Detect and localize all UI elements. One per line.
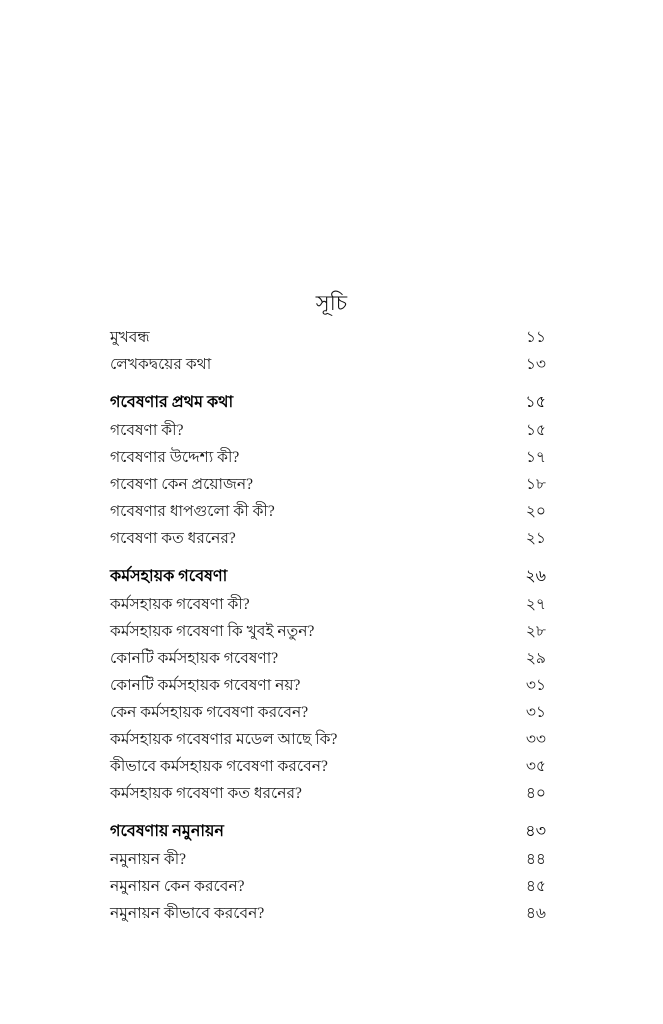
toc-page-number: ২৬ (525, 568, 546, 585)
toc-entry-row[interactable] (110, 448, 546, 475)
toc-entry-row[interactable] (110, 877, 546, 904)
toc-page-number: ৩৫ (525, 758, 546, 775)
toc-entry-row[interactable] (110, 649, 546, 676)
toc-entry-label: নমুনায়ন কীভাবে করবেন? (110, 905, 265, 922)
toc-page-number: ৪০ (525, 785, 546, 802)
toc-entry-label: কর্মসহায়ক গবেষণা কী? (110, 596, 250, 613)
toc-entry-label: কর্মসহায়ক গবেষণার মডেল আছে কি? (110, 731, 338, 748)
toc-entry-row[interactable] (110, 529, 546, 556)
toc-entry-label: কেন কর্মসহায়ক গবেষণা করবেন? (110, 704, 309, 721)
toc-entry-row[interactable] (110, 622, 546, 649)
toc-entry-label: কর্মসহায়ক গবেষণা কত ধরনের? (110, 785, 302, 802)
toc-page-number: ৪৩ (525, 823, 546, 840)
toc-section-row[interactable] (110, 567, 546, 595)
toc-section-label: কর্মসহায়ক গবেষণা (110, 568, 228, 585)
toc-entry-row[interactable] (110, 676, 546, 703)
toc-entry-label: কোনটি কর্মসহায়ক গবেষণা নয়? (110, 677, 301, 694)
toc-page-number: ১১ (525, 329, 546, 346)
toc-section-row[interactable] (110, 393, 546, 421)
toc-page-number: ৩১ (525, 704, 546, 721)
toc-page-number: ২০ (525, 503, 546, 520)
toc-entry-label: কর্মসহায়ক গবেষণা কি খুবই নতুন? (110, 623, 315, 640)
toc-entry-row[interactable] (110, 421, 546, 448)
toc-entry-label: গবেষণা কত ধরনের? (110, 530, 236, 547)
page-title: সূচি (315, 291, 348, 315)
toc-entry-label: মুখবন্ধ (110, 329, 150, 346)
toc-page-number: ১৮ (525, 476, 546, 493)
toc-entry-label: নমুনায়ন কী? (110, 851, 187, 868)
toc-entry-row[interactable] (110, 355, 546, 382)
toc-page-number: ৪৫ (525, 878, 546, 895)
toc-page-number: ১৫ (525, 422, 546, 439)
toc-entry-row[interactable] (110, 502, 546, 529)
toc-page-number: ২৯ (525, 650, 546, 667)
toc-entry-row[interactable] (110, 757, 546, 784)
toc-page-number: ৩১ (525, 677, 546, 694)
toc-page-number: ১৩ (525, 356, 546, 373)
toc-entry-row[interactable] (110, 904, 546, 931)
toc-entry-row[interactable] (110, 850, 546, 877)
toc-section-label: গবেষণার প্রথম কথা (110, 394, 234, 411)
toc-entry-label: গবেষণার ধাপগুলো কী কী? (110, 503, 275, 520)
toc-entry-row[interactable] (110, 475, 546, 502)
toc-page-number: ৩৩ (525, 731, 546, 748)
table-of-contents (110, 328, 546, 931)
toc-page-number: ১৫ (525, 394, 546, 411)
toc-page-number: ২৭ (525, 596, 546, 613)
toc-entry-label: কীভাবে কর্মসহায়ক গবেষণা করবেন? (110, 758, 328, 775)
toc-page-number: ৪৪ (525, 851, 546, 868)
toc-entry-row[interactable] (110, 784, 546, 811)
toc-entry-row[interactable] (110, 703, 546, 730)
toc-entry-label: লেখকদ্বয়ের কথা (110, 356, 212, 373)
toc-entry-row[interactable] (110, 595, 546, 622)
toc-section-row[interactable] (110, 822, 546, 850)
toc-entry-label: গবেষণার উদ্দেশ্য কী? (110, 449, 240, 466)
toc-page-number: ৪৬ (525, 905, 546, 922)
toc-entry-row[interactable] (110, 328, 546, 355)
toc-entry-label: কোনটি কর্মসহায়ক গবেষণা? (110, 650, 279, 667)
toc-page-number: ১৭ (525, 449, 546, 466)
toc-entry-label: গবেষণা কী? (110, 422, 184, 439)
toc-entry-label: নমুনায়ন কেন করবেন? (110, 878, 245, 895)
toc-entry-label: গবেষণা কেন প্রয়োজন? (110, 476, 253, 493)
toc-page-number: ২৮ (525, 623, 546, 640)
toc-section-label: গবেষণায় নমুনায়ন (110, 823, 224, 840)
toc-page-number: ২১ (525, 530, 546, 547)
toc-entry-row[interactable] (110, 730, 546, 757)
